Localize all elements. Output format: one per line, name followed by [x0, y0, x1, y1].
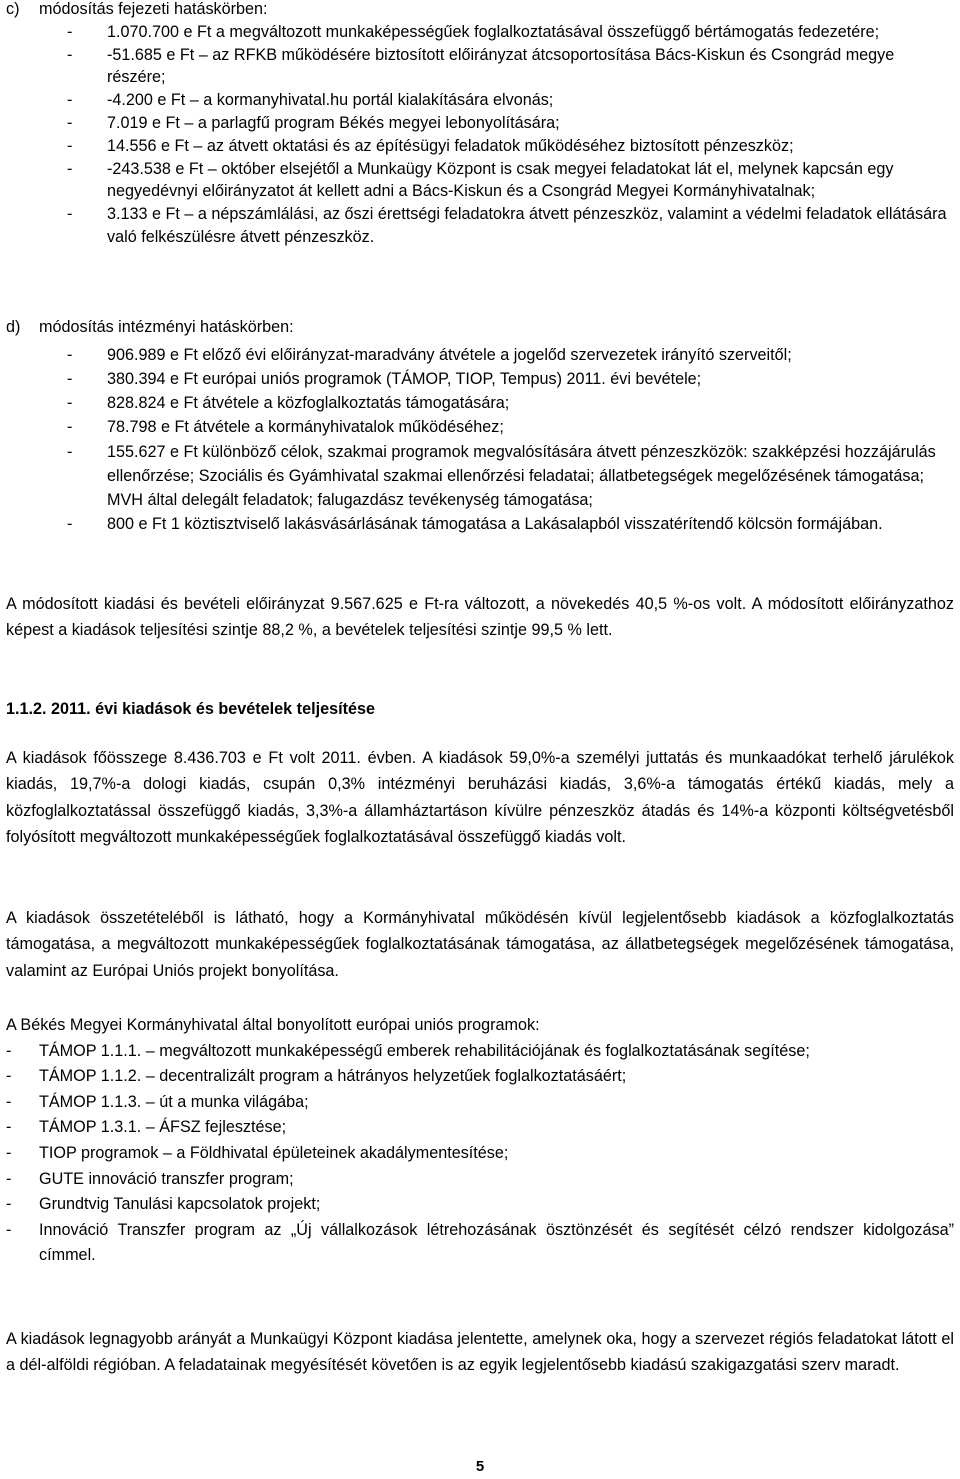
list-item: - 906.989 e Ft előző évi előirányzat-maradvány átvétele a jogelőd szervezetek irányító szerveitől; — [67, 345, 792, 364]
section-c-marker: c) — [6, 0, 20, 18]
eu-programs-list — [6, 1039, 954, 1269]
paragraph-expenses: A kiadások főösszege 8.436.703 e Ft volt 2011. évben. A kiadások 59,0%-a személyi juttatás és munkaadókat terhelő járulékok kiadás, 19,7%-a dologi kiadás, csupán 0,3% intézményi beruházási kiadás, 3,6%-a támogatás értékű kiadás, mely a közfoglalkoztatással összefüggő kiadás, 3,3%-a államháztartáson kívülre pénzeszköz átadás és 14%-a központi költségvetésből folyósított megváltozott munkaképességűek foglalkoztatásával összefüggő kiadás volt. — [6, 749, 954, 846]
list-item: - 380.394 e Ft európai uniós programok (TÁMOP, TIOP, Tempus) 2011. évi bevétele; — [67, 370, 702, 388]
list-item: - Grundtvig Tanulási kapcsolatok projekt; — [6, 1195, 321, 1214]
list-item: - 800 e Ft 1 köztisztviselő lakásvásárlásának támogatása a Lakásalapból visszatérítendő kölcsön formájában. — [67, 515, 883, 534]
section-d — [6, 316, 954, 536]
paragraph-composition: A kiadások összetételéből is látható, hogy a Kormányhivatal működésén kívül legjelentősebb kiadások a közfoglalkoztatás támogatása, a megváltozott munkaképességűek foglalkoztatásának támogatása, az állatbetegségek megelőzésének támogatása, valamint az Európai Uniós projekt bonyolítása. — [6, 909, 954, 980]
list-item: - TIOP programok – a Földhivatal épületeinek akadálymentesítése; — [6, 1143, 509, 1162]
section-c-title: módosítás fejezeti hatáskörben: — [39, 0, 268, 18]
list-item: - TÁMOP 1.1.2. – decentralizált program a hátrányos helyzetűek foglalkoztatásáért; — [6, 1067, 627, 1086]
list-item: - 828.824 e Ft átvétele a közfoglalkoztatás támogatására; — [67, 394, 510, 413]
eu-programs — [6, 1013, 954, 1269]
section-c-heading — [6, 0, 954, 21]
list-item: - Innováció Transzfer program az „Új vállalkozások létrehozásának ösztönzését és segítését célzó rendszer kidolgozása” címmel. — [6, 1220, 954, 1265]
section-d-marker: d) — [6, 318, 21, 336]
paragraph-largest-share: A kiadások legnagyobb arányát a Munkaügyi Központ kiadása jelentette, amelynek oka, hogy a szervezet régiós feladatokat látott el a dél-alföldi régióban. A feladatainak megyésítését követően is az egyik legjelentősebb kiadású szakigazgatási szerv maradt. — [6, 1330, 954, 1375]
list-item: - TÁMOP 1.1.3. – út a munka világába; — [6, 1092, 309, 1111]
section-c — [6, 0, 954, 249]
page-number: 5 — [475, 1458, 485, 1475]
section-d-list — [6, 343, 954, 537]
list-item: - 14.556 e Ft – az átvett oktatási és az építésügyi feladatok működéséhez biztosított pénzeszköz; — [67, 136, 794, 155]
list-item: - 155.627 e Ft különböző célok, szakmai programok megvalósítására átvett pénzeszközök: szakképzési hozzájárulás ellenőrzése; Szociális és Gyámhivatal szakmai ellenőrzési feladatai; állatbetegségek megelőzésének támogatása; MVH által delegált feladatok; falugazdász tevékenység támogatása; — [67, 442, 936, 510]
section-d-title: módosítás intézményi hatáskörben: — [39, 318, 294, 336]
section-heading: 1.1.2. 2011. évi kiadások és bevételek teljesítése — [6, 700, 375, 718]
list-item: - 3.133 e Ft – a népszámlálási, az őszi érettségi feladatokra átvett pénzeszköz, valamint a védelmi feladatok ellátására való felkészülésre átvett pénzeszköz. — [67, 205, 947, 246]
section-c-list — [6, 21, 954, 249]
list-item: - 78.798 e Ft átvétele a kormányhivatalok működéséhez; — [67, 418, 504, 437]
list-item: - 1.070.700 e Ft a megváltozott munkaképességűek foglalkoztatásával összefüggő bértámogatás fedezetére; — [67, 22, 880, 41]
list-item: - -51.685 e Ft – az RFKB működésére biztosított előirányzat átcsoportosítása Bács-Kiskun és Csongrád megye részére; — [67, 45, 895, 87]
list-item: - -4.200 e Ft – a kormanyhivatal.hu portál kialakítására elvonás; — [67, 91, 554, 110]
section-d-heading — [6, 316, 954, 339]
list-item: - TÁMOP 1.3.1. – ÁFSZ fejlesztése; — [6, 1118, 287, 1137]
list-item: - GUTE innováció transzfer program; — [6, 1169, 294, 1188]
list-item: - 7.019 e Ft – a parlagfű program Békés megyei lebonyolítására; — [67, 113, 560, 132]
eu-programs-intro: A Békés Megyei Kormányhivatal által bonyolított európai uniós programok: — [6, 1016, 540, 1034]
paragraph-modified-appropriation: A módosított kiadási és bevételi előirányzat 9.567.625 e Ft-ra változott, a növekedés 40,5 %-os volt. A módosított előirányzathoz képest a kiadások teljesítési szintje 88,2 %, a bevételek teljesítési szintje 99,5 % lett. — [6, 595, 954, 640]
list-item: - TÁMOP 1.1.1. – megváltozott munkaképességű emberek rehabilitációjának és foglalkoztatásának segítése; — [6, 1041, 810, 1060]
list-item: - -243.538 e Ft – október elsejétől a Munkaügy Központ is csak megyei feladatokat lát el, melynek kapcsán egy negyedévnyi előirányzatot át kellett adni a Bács-Kiskun és a Csongrád Megyei Kormányhivatalnak; — [67, 159, 894, 201]
